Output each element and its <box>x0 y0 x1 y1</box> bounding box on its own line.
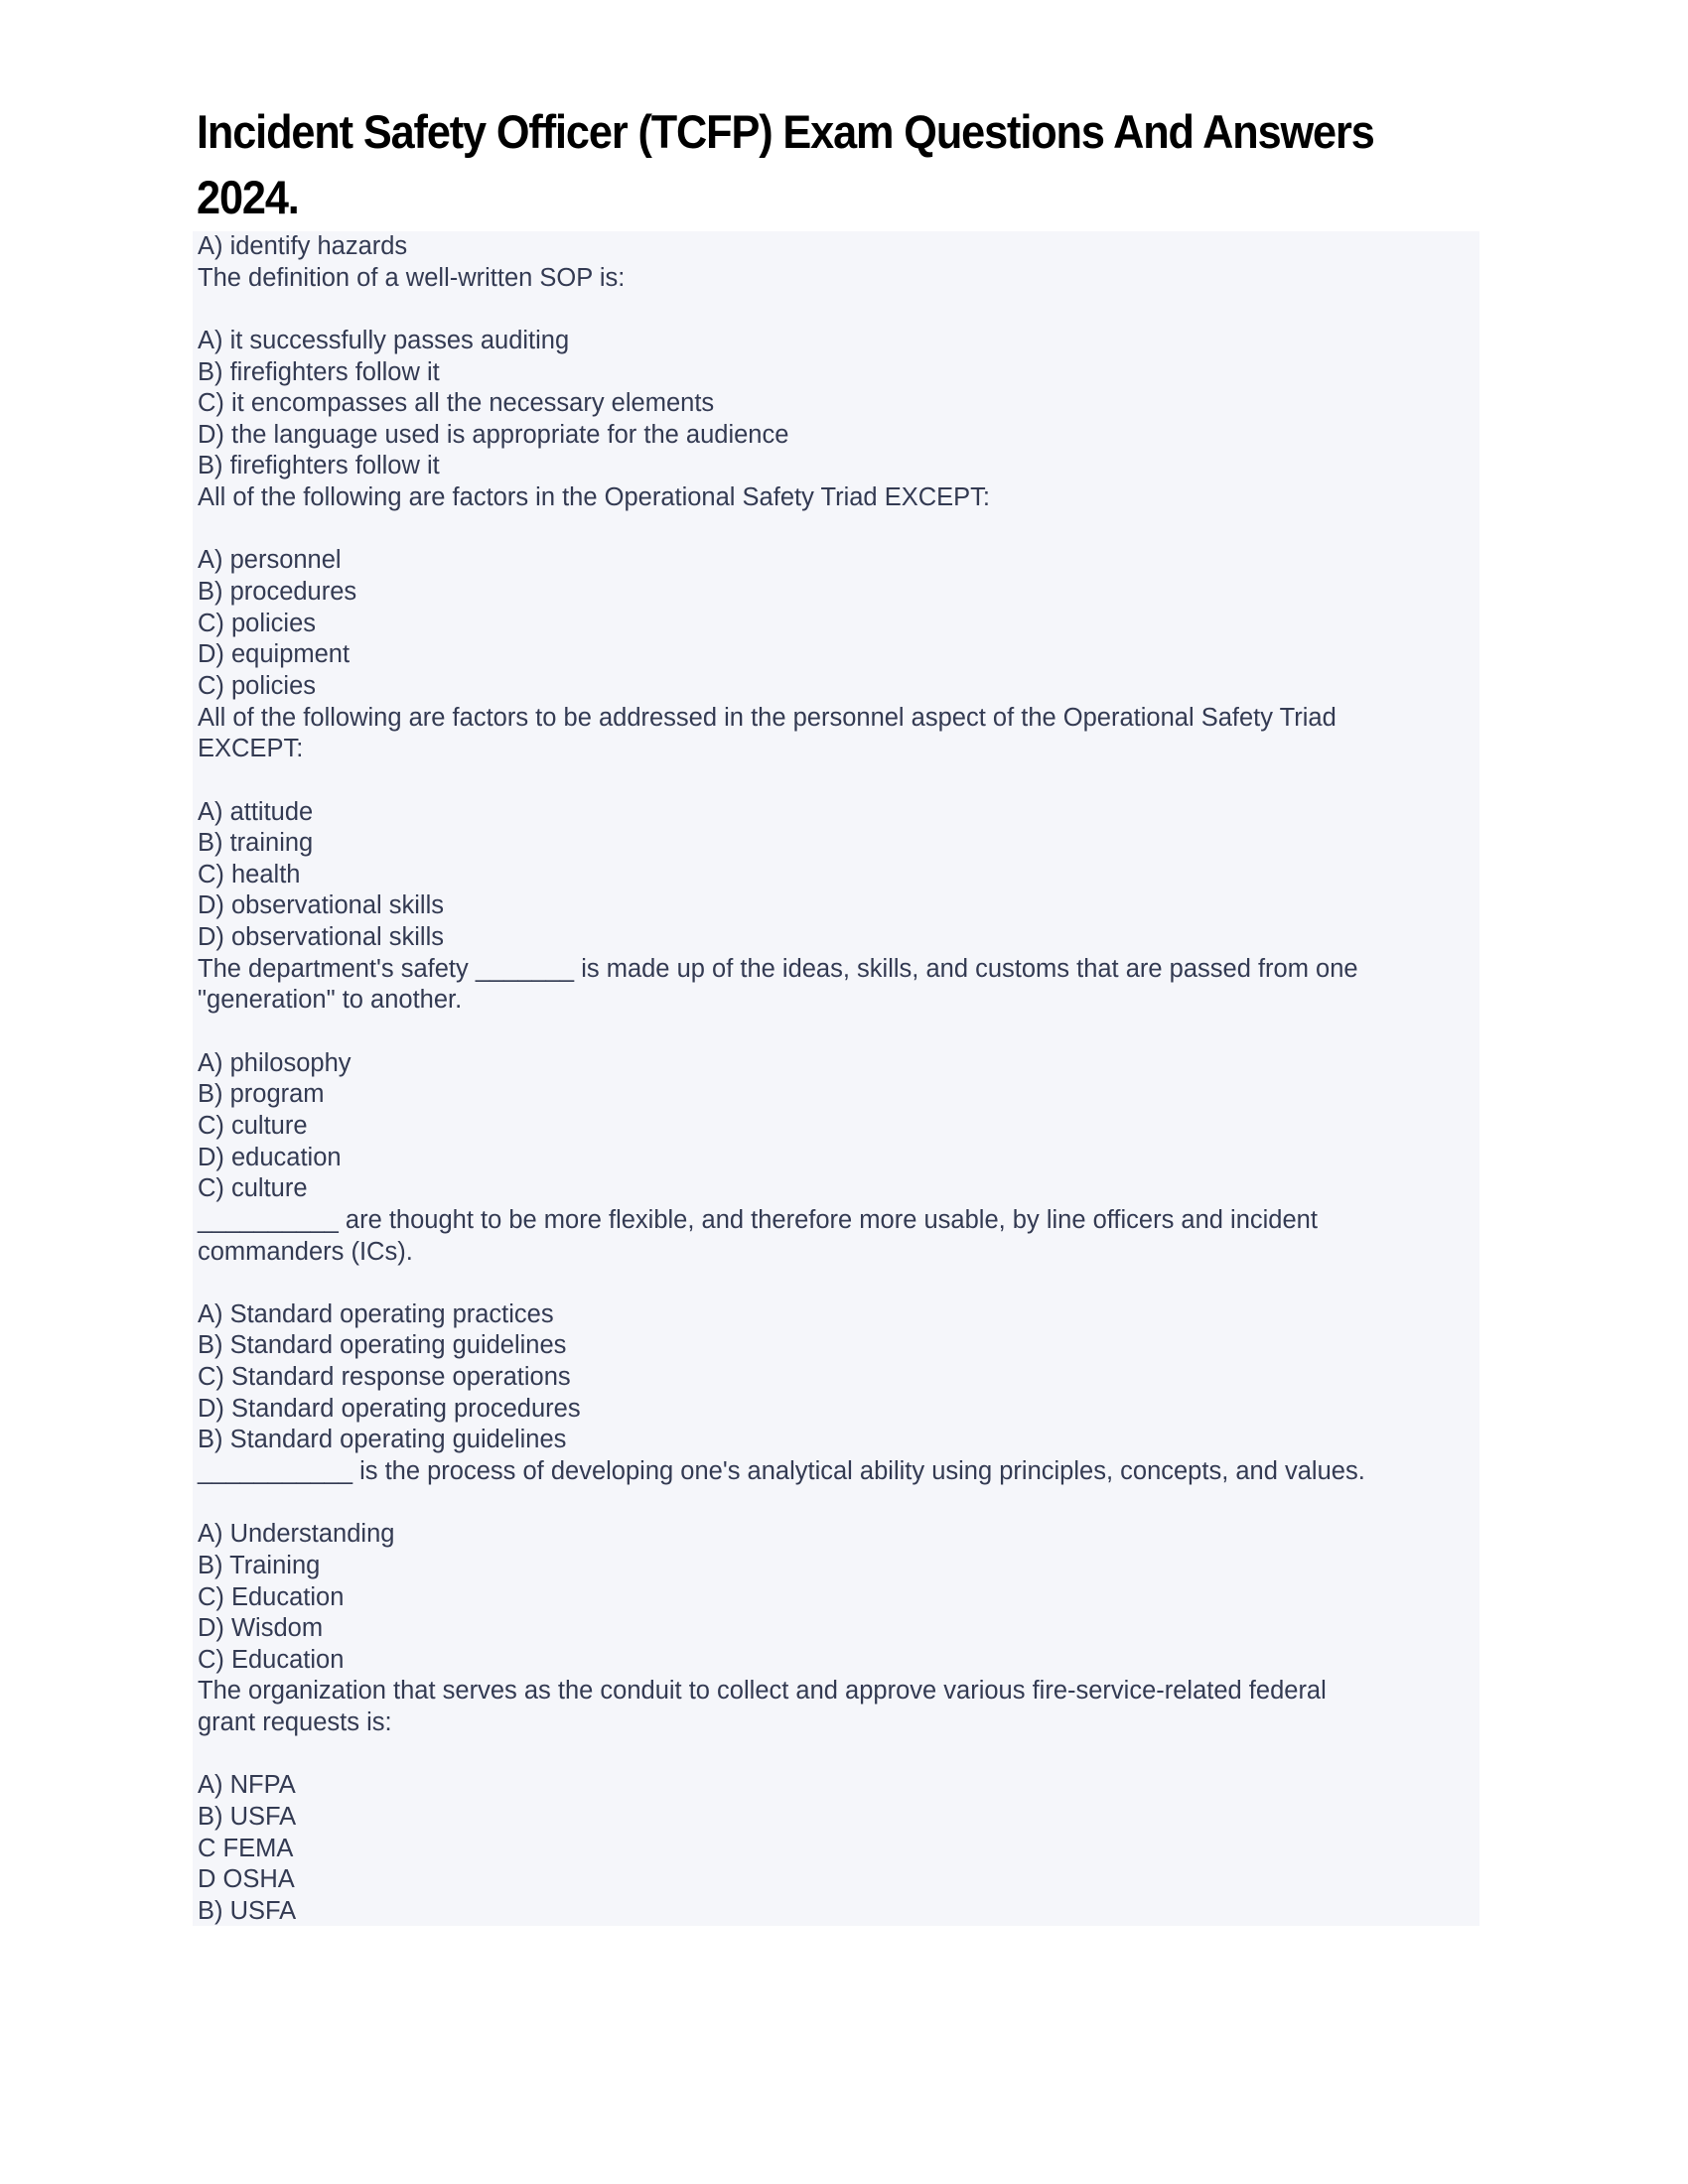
text-line: The department's safety _______ is made up of the ideas, skills, and customs that are passed from one <box>198 954 1358 983</box>
text-line: C) culture <box>198 1174 308 1203</box>
text-line: "generation" to another. <box>198 986 463 1015</box>
text-line: A) Standard operating practices <box>198 1299 554 1328</box>
document-title: Incident Safety Officer (TCFP) Exam Questions And Answers 2024. <box>197 105 1374 223</box>
text-line: B) USFA <box>198 1803 297 1832</box>
text-line: C) policies <box>198 671 317 700</box>
text-line: C) Education <box>198 1582 345 1611</box>
text-line: A) NFPA <box>198 1771 296 1800</box>
text-line: C) health <box>198 860 301 888</box>
text-line: A) attitude <box>198 797 314 826</box>
text-line: A) identify hazards <box>198 232 408 260</box>
text-line: D OSHA <box>198 1865 295 1894</box>
text-line: A) Understanding <box>198 1520 395 1549</box>
text-line: C) it encompasses all the necessary elements <box>198 389 715 418</box>
text-line: B) firefighters follow it <box>198 357 440 386</box>
text-line: D) observational skills <box>198 923 445 952</box>
blank-line <box>198 294 1478 326</box>
text-line: D) education <box>198 1143 342 1171</box>
text-line: D) equipment <box>198 640 351 669</box>
text-line: C) culture <box>198 1111 308 1140</box>
blank-line <box>198 1488 1478 1520</box>
text-line: B) Training <box>198 1551 321 1579</box>
text-line: B) training <box>198 829 314 858</box>
text-line: The organization that serves as the conduit to collect and approve various fire-service-related federal <box>198 1677 1327 1706</box>
text-line: __________ are thought to be more flexible, and therefore more usable, by line officers and incident <box>198 1205 1318 1234</box>
text-line: All of the following are factors to be addressed in the personnel aspect of the Operational Safety Triad <box>198 703 1336 732</box>
text-line: EXCEPT: <box>198 735 304 763</box>
text-line: commanders (ICs). <box>198 1237 413 1266</box>
blank-line <box>198 1268 1478 1299</box>
text-line: B) program <box>198 1080 325 1109</box>
text-line: B) Standard operating guidelines <box>198 1426 567 1454</box>
text-line: All of the following are factors in the Operational Safety Triad EXCEPT: <box>198 483 990 512</box>
text-line: B) Standard operating guidelines <box>198 1331 567 1360</box>
text-line: C) Education <box>198 1645 345 1674</box>
text-line: grant requests is: <box>198 1708 392 1737</box>
text-line: D) observational skills <box>198 891 445 920</box>
blank-line <box>198 514 1478 546</box>
text-line: D) Wisdom <box>198 1614 324 1643</box>
text-line: The definition of a well-written SOP is: <box>198 263 626 292</box>
question-list <box>198 231 1478 1928</box>
text-line: B) procedures <box>198 578 357 607</box>
text-line: A) it successfully passes auditing <box>198 326 570 354</box>
text-line: B) firefighters follow it <box>198 452 440 480</box>
text-line: ___________ is the process of developing one's analytical ability using principles, concepts, and values. <box>198 1456 1365 1485</box>
text-line: C FEMA <box>198 1834 294 1862</box>
text-line: D) the language used is appropriate for the audience <box>198 420 789 449</box>
blank-line <box>198 1739 1478 1771</box>
text-line: D) Standard operating procedures <box>198 1394 581 1423</box>
text-line: C) policies <box>198 609 317 637</box>
blank-line <box>198 765 1478 797</box>
text-line: C) Standard response operations <box>198 1363 571 1392</box>
blank-line <box>198 1017 1478 1048</box>
text-line: A) personnel <box>198 546 342 575</box>
text-line: B) USFA <box>198 1896 297 1925</box>
text-line: A) philosophy <box>198 1048 352 1077</box>
